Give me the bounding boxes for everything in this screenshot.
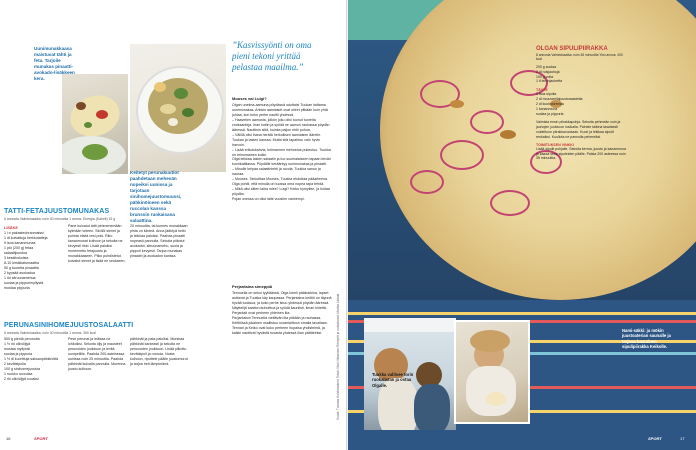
paragraph: Pojan ovessa on ollut laite vuosien vanhempi. <box>232 197 305 202</box>
ingredient: 2 kevätsipulia <box>4 362 26 367</box>
recipe1-ingredient-list <box>4 231 62 291</box>
paragraph: – Minulle kelpaa salaatinlehti ja rucola, Tuukka sanoo ja nauraa. <box>232 167 321 177</box>
recipe2-steps-col2: pähkinät ja pata paloiksi. Murskaa pähkinät karkeasti ja sekoita ne perunoiden joukkoon. Lisää pilkottu kevätsipuli ja ruccola. Nosta kulhoon, ripottele päälle juustomurut ja tarjoa heti lämpimänä. <box>130 337 188 367</box>
child-photo <box>454 320 530 424</box>
paragraph: – Mikä olisi sitten laiha mies? Luigi? Keiko hymyilee, ja hoitaa pöydän. <box>232 187 330 197</box>
paragraph: Olgan unelma-aamuna pöydässä odottaisi Tuukan laittama uunimunakas. Arkisin aamiaiset ovat olleet pitkään kuin yhtä juhlaa, kun koko perhe nauttii yhdessä. <box>232 103 328 117</box>
paragraph: – Haaveilen aamusta, jolloin joku olisi tuonut tuoreita croissanteja. Ihan kotiin ja syödä ne aamun rauhassa pöydän ääressä. Nauttisin siitä, kuinka paljon ehtii puhua. <box>232 117 330 132</box>
section-heading-mooses: Mooses vai Luigi? <box>232 96 267 101</box>
left-page-number: 16 <box>6 436 11 441</box>
recipe1-meta: 6 annosta Valmistusaika: noin 40 minuuttia 1 annos: Energia (Kalorit) 19 g <box>4 217 116 221</box>
recipe3-filling-list <box>536 92 628 116</box>
ingredient: mustaa myllystä <box>4 347 30 352</box>
ingredient: 2 dl ruisjauhoja <box>536 69 560 74</box>
potato-salad-photo <box>130 44 226 172</box>
ingredient: 50 g tuoretta pinaattia <box>4 266 39 271</box>
ingredient: 2 kypsää avokadoa <box>4 271 35 276</box>
ingredient: 200 g suolaa <box>536 65 557 69</box>
onion-tart-recipe <box>536 46 628 246</box>
ingredient: 1 kananmuna <box>536 106 558 111</box>
ingredient: 2 dl kuohukermaa <box>536 101 564 106</box>
recipe1-steps-col1: Pane kuivatut tatit pehmenemään kylmään veteen. Siivilöi sienet ja purista niistä vesi pois. Riko kananmunat kulhoon ja sekoita ne kevyesti rikki. Lisää paloiksi murennettu fetajuusto ja munakkaaseen. Pilko puhdistetut, kuivatut sienet ja lisää ne seokseen. <box>68 224 126 264</box>
ingredient: 1 l:n pakasteohranmaissi <box>4 231 44 235</box>
article-body-block-1 <box>232 103 332 202</box>
recipe2-meta: 6 annosta Valmistusaika: noin 40 minuuttia 1 annos: 350 kcal <box>4 331 96 335</box>
potato-salad-caption: Keitetyt perunakuutiot paahdetaan mehevän nopeiksi uunissa ja tarjotaan sinihomejuustomuussi, pähkinöineen sekä ruccolan kanssa brunssin ruokaisana salaattina. <box>130 170 182 223</box>
recipe3-tip-label: TOIMITUKSEN VINKKI <box>536 142 574 147</box>
omelette-photo-caption: Uunimunakkaasa maistuvat tähti ja feta. Tarjoile munakas pinaatti-avokado-lisäkkeen kera. <box>34 46 75 81</box>
paragraph: Olga leikkaa lasten salaatin ja luo suomalaiseen tapaan leivän kuorikattilassa. Pöydälle kerääntyy uunimunakas ja pinaatti. <box>232 157 331 167</box>
article-body-block-2 <box>232 291 332 336</box>
paragraph: Näyttelijä saattoi rauhoittua ja syödä kauniisti, ilman kiirettä. Perjantait ovat perheen yhteinen ilta. <box>232 305 327 315</box>
ingredient: 100 g voita <box>536 74 554 79</box>
ingredient: 1 tl leivinjauhetta <box>536 79 563 84</box>
recipe3-meta: 8 annosta Valmistusaika: noin 45 minuuttia Yksi annos: 400 kcal <box>536 53 623 61</box>
ingredient: 9 isoa kananmunaa <box>4 241 36 246</box>
ingredient: salaattijuustoa <box>4 251 27 256</box>
omelette-photo <box>62 74 128 174</box>
ingredient: 100 g sinihomejuustoa <box>4 367 40 372</box>
ingredient: 1 rkl sitruunamehua <box>4 276 36 281</box>
paragraph: – Mooses. Tarkoittaa Mooses, Tuukka ehdottaa pääaiheena. <box>232 177 329 182</box>
paragraph: Olga pohtii, että minulla on tuossa oma nopea tapa tehdä. <box>232 182 325 187</box>
right-brand-logo: SPORT <box>648 436 662 441</box>
recipe1-steps-col2: 20 minuuttia, tai kunnes munakkaan pinta on kiinteä. Anna jäähtyä hetki ja leikkaa paloiksi. Paahda pinaatti nopeasti pannulla. Sekoita pilkotut avokadot, sitruunamehu, suola ja pippuri kevyesti. Tarjoa munakas pinaatin ja avokadon kanssa. <box>130 224 188 259</box>
ingredient: 2 rkl oliiviöljyä ruoaksi <box>4 377 39 382</box>
recipe3-filling-label: TÄYTE <box>536 88 548 93</box>
paragraph: – Välillä olisi ihana herätä herkullisen aamiaisen äärelle. Tuukan ja lasten kanssa. Mutta sitä tapahtuu vain hyvin harvoin. <box>232 132 322 147</box>
ingredient: suolaa ja pippuria <box>4 352 33 357</box>
ingredient: 3 isoa sipulia <box>536 92 557 97</box>
window-photo-caption: Tuukka valitsee torin ruokalistan ja ostaa Olgalle. <box>372 372 414 388</box>
recipe2-ingredient-list <box>4 337 62 382</box>
right-page-number: 17 <box>680 436 685 441</box>
recipe3-steps-2: Lisää sipulit pohjalle. Sekoita kerma, juusto ja kananmuna ja kaada seos sipuleiden päälle. Paista 200 asteessa noin 35 minuuttia. <box>536 146 626 161</box>
ingredient: suolaa ja pippurimyllystä <box>4 281 44 286</box>
recipe3-crust-list <box>536 65 628 84</box>
ingredient: 500 g pieniä perunoita <box>4 337 40 341</box>
recipe3-title: OLGAN SIPULIPIIRAKKA <box>536 46 608 52</box>
recipe1-title: TATTI-FETAJUUSTOMUNAKAS <box>4 208 110 215</box>
paragraph: Tennuella on sekoi tyyliäänsä. Olga toimii pääkokkina, lapset auttavat ja Tuukka käy kaupassa. Perjantaina keittiö on täynnä hyvää tuoksua, ja koko perhe istuu yhdessä pöydän ääressä. <box>232 291 332 305</box>
ingredient: mustaa pippuria <box>4 286 30 291</box>
ingredient: suolaa ja pippuria <box>536 111 564 116</box>
recipe1-ingredients-label: LISÄKE <box>4 226 18 230</box>
photo-credit: Kuvat: Tuomas Kolehmainen Teksti: Mari Hänninen Reseptit ja ruokakuvat: Marika Laitala <box>336 293 340 420</box>
recipe2-steps-col1: Pese perunat ja leikkaa ne lohkoiksi. Sekoita öljy ja mausteet perunoiden joukkoon ja levitä uunipellille. Paahda 200-asteisessa uunissa noin 25 minuuttia. Paahda pähkinät kuivalla pannulla. Murenna juusto kulhoon. <box>68 337 126 372</box>
child-photo-caption: Nami-säkki: ja mökin juustoaterian saunalle ja tarjoaa kaurainen sipulipiirakka Keikolle. <box>622 328 671 350</box>
paragraph: Tennari ja Keiko ovat koko perheen hupaisa yhdistelmä, ja kaikki nauttivat hyvästä ruoasta yhdessä illan päätteeksi. <box>232 325 325 335</box>
ingredient: 1 dl kuivattuja herkkutatteja <box>4 236 48 241</box>
pull-quote: ”Kasvissyönti on oma pieni tekoni yrittää pelastaa maailma.” <box>232 40 312 72</box>
ingredient: 1 ½ rkl oliiviöljyä <box>4 342 31 347</box>
left-brand-logo: SPORT <box>34 436 48 441</box>
ingredient: 2 dl mozzarellajuustoraastetta <box>536 97 583 102</box>
recipe2-title: PERUNASINIHOMEJUUSTOSALAATTI <box>4 322 134 329</box>
paragraph: Perjantaisin Tennuelia viettävän ilta pitkään ja rauhassa. Keittiössä jokainen osallistuu ruoanlaittoon omalla tavallaan. <box>232 315 328 325</box>
recipe3-steps-1: Valmista ensin piirakkapohja. Sekoita pehmeän voin ja jauhojen joukkoon lusikalla. Painele taikina tasaisesti voideltuun piirakkavuokaan. Kuori ja leikkaa sipulit renkaiksi. Kuullota ne pannulla pehmeiksi. <box>536 120 621 139</box>
ingredient: 8-10 kirsikkatomaattia <box>4 261 39 266</box>
ingredient: 1 ½ dl kuorittuja saksanpähkinöitä <box>4 357 59 362</box>
ingredient: 3 keskikokoista <box>4 256 29 261</box>
section-heading-perjantaina: Perjantaina simeppiä <box>232 284 273 289</box>
paragraph: – Lisää erikoiskahvia, kolmannen mehustus pukeutuu. Tuukka on erinomainen kokki. <box>232 147 331 157</box>
ingredient: 1 ruukku ruccolaa <box>4 372 33 377</box>
ingredient: 1 pkt (200 g) fetaa <box>4 246 34 251</box>
